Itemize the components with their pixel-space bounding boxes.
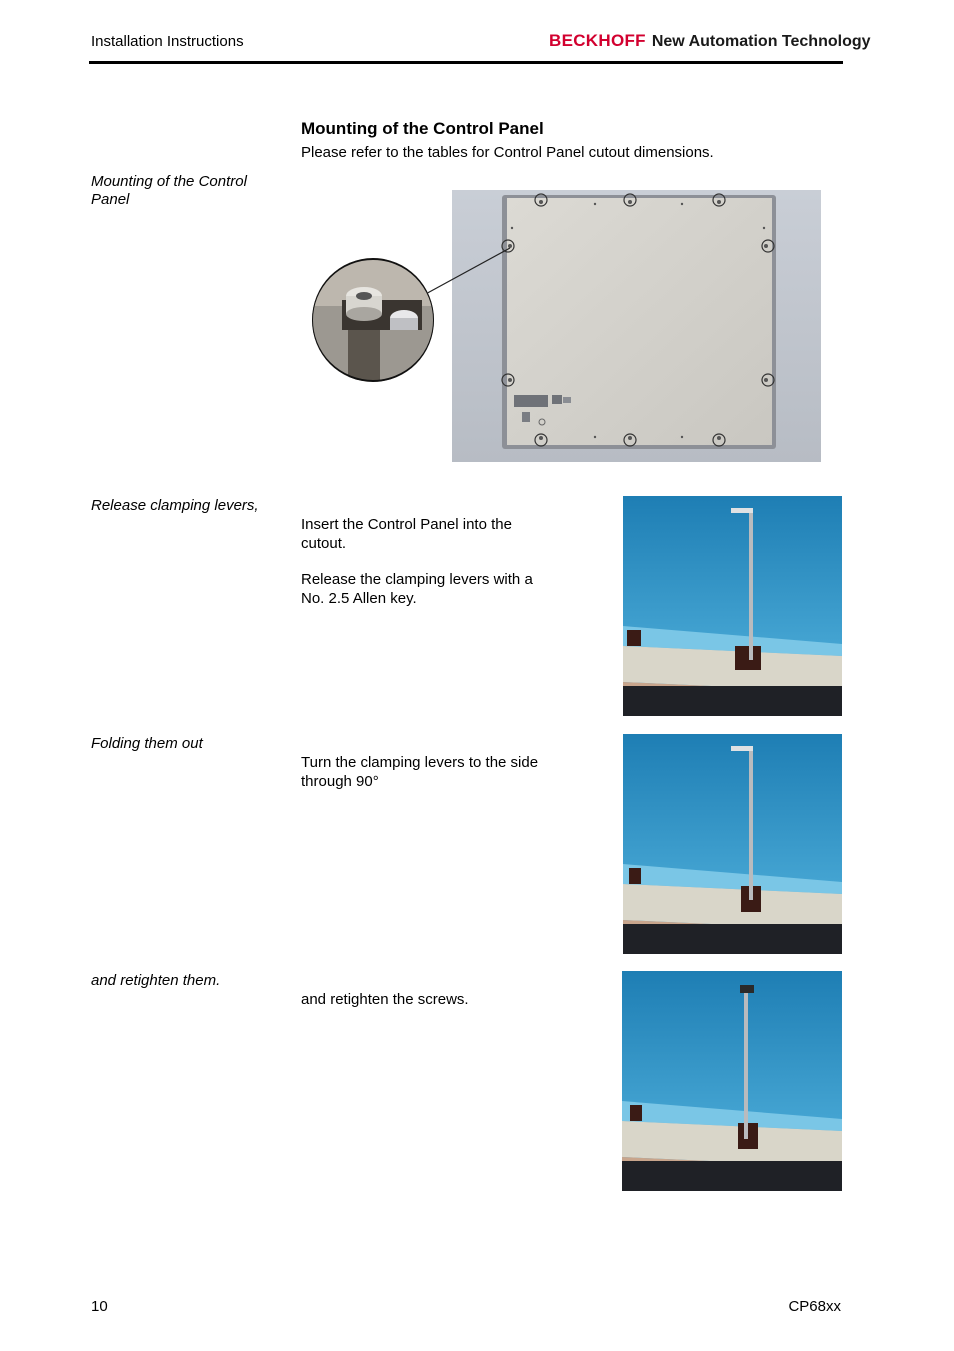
step-release-text-1: Insert the Control Panel into the cutout. bbox=[301, 516, 512, 552]
step-retighten-text bbox=[301, 990, 551, 1026]
release-lever-photo bbox=[623, 496, 842, 716]
step-release-text bbox=[301, 515, 551, 625]
clamp-detail-photo bbox=[312, 258, 434, 382]
header-rule bbox=[89, 61, 843, 64]
side-label-mounting: Mounting of the Control Panel bbox=[91, 173, 247, 208]
side-label-retighten: and retighten them. bbox=[91, 972, 221, 989]
brand-tagline: New Automation Technology bbox=[651, 33, 871, 50]
side-label-release: Release clamping levers, bbox=[91, 497, 259, 514]
header-title: Installation Instructions bbox=[91, 33, 244, 50]
product-code: CP68xx bbox=[788, 1298, 841, 1315]
page-number: 10 bbox=[91, 1298, 108, 1315]
section-title: Mounting of the Control Panel bbox=[301, 119, 544, 138]
detail-callout-line bbox=[420, 240, 520, 300]
panel-rear-photo bbox=[452, 190, 821, 462]
step-folding-text bbox=[301, 753, 551, 808]
brand-name: BECKHOFF bbox=[549, 31, 646, 50]
step-release-text-2: Release the clamping levers with a No. 2.5 Allen key. bbox=[301, 571, 533, 607]
side-label-folding: Folding them out bbox=[91, 735, 203, 752]
retighten-photo bbox=[622, 971, 842, 1191]
beckhoff-logo bbox=[549, 31, 871, 51]
step-folding-text-1: Turn the clamping levers to the side through 90° bbox=[301, 754, 539, 790]
section-intro: Please refer to the tables for Control Panel cutout dimensions. bbox=[301, 144, 714, 161]
step-retighten-text-1: and retighten the screws. bbox=[301, 991, 469, 1008]
turn-lever-photo bbox=[623, 734, 842, 954]
